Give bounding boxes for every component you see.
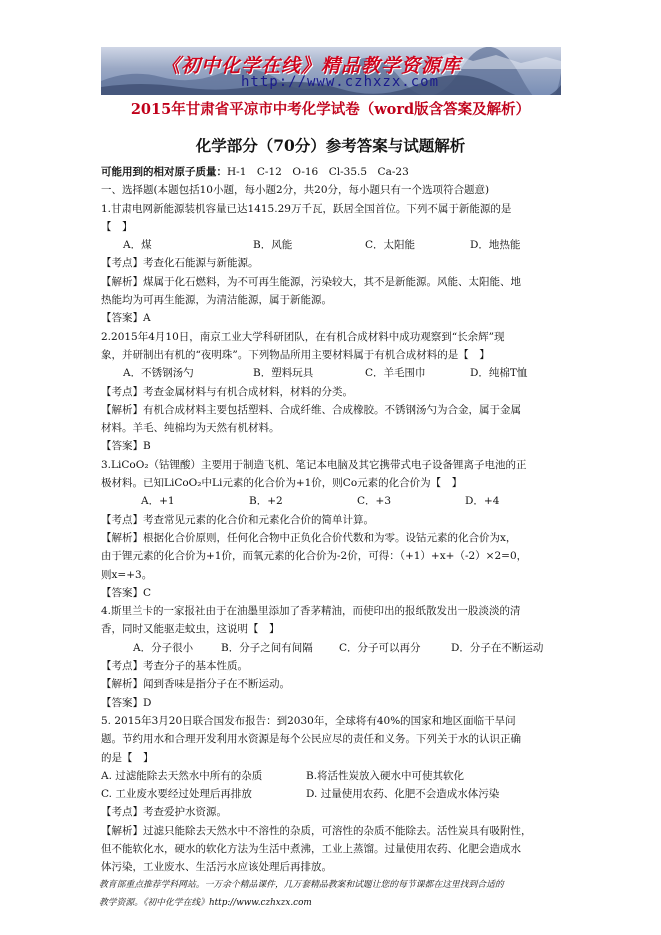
question-1-jiexi: 【解析】煤属于化石燃料，为不可再生能源，污染较大，其不是新能源。风能、太阳能、地 [101,275,521,288]
option-a: A. 过滤能除去天然水中所有的杂质 [101,769,263,782]
section-title: 化学部分（70分）参考答案与试题解析 [195,136,466,155]
question-3-stem-cont: 极材料。已知LiCoO₂中Li元素的化合价为+1价，则Co元素的化合价为【 】 [101,477,463,490]
banner-url[interactable]: http://www.czhxzx.com [241,74,440,90]
question-3-stem: 3.LiCoO₂（钴锂酸）主要用于制造飞机、笔记本电脑及其它携带式电子设备锂离子电池的正 [101,458,527,471]
question-5-options-ab [101,767,563,785]
question-4-options [101,639,563,657]
question-1-answer: 【答案】A [101,312,151,325]
question-3-options [101,492,563,510]
option-c: C．分子可以再分 [339,641,421,654]
option-c: C．太阳能 [365,239,416,252]
question-3-jiexi: 【解析】根据化合价原则，任何化合物中正负化合价代数和为零。设钴元素的化合价为x， [101,531,517,544]
option-d: D．纯棉T恤 [470,367,528,380]
document-body [101,163,563,877]
question-4-stem-cont: 香，同时又能驱走蚊虫，这说明【 】 [101,623,280,636]
option-d: D．分子在不断运动 [451,641,544,654]
option-b: B．分子之间有间隔 [221,641,313,654]
option-b: B．+2 [249,495,283,508]
question-2-jiexi-cont: 材料。羊毛、纯棉均为天然有机材料。 [101,422,280,435]
question-3-jiexi-cont2: 则x=+3。 [101,568,153,581]
question-1-kaodian: 【考点】考查化石能源与新能源。 [101,257,259,270]
question-3-answer: 【答案】C [101,586,152,599]
question-1-jiexi-cont: 热能均为可再生能源，为清洁能源，属于新能源。 [101,294,332,307]
option-b: B.将活性炭放入硬水中可使其软化 [306,769,465,782]
atomic-mass-values: H-1 C-12 O-16 Cl-35.5 Ca-23 [227,166,409,178]
option-d: D．地热能 [470,239,521,252]
option-d: D. 过量使用农药、化肥不会造成水体污染 [306,788,500,801]
question-2-stem: 2.2015年4月10日，南京工业大学科研团队，在有机合成材料中成功观察到“长余辉”现 [101,330,505,343]
option-a: A．分子很小 [133,641,194,654]
question-4-jiexi: 【解析】闻到香味是指分子在不断运动。 [101,678,290,691]
question-2-stem-cont: 象，并研制出有机的“夜明珠”。下列物品所用主要材料属于有机合成材料的是【 】 [101,348,490,361]
section-header: 一、选择题(本题包括10小题，每小题2分，共20分，每小题只有一个选项符合题意) [101,184,490,197]
question-5-stem-cont2: 的是【 】 [101,751,154,764]
question-5-options-cd [101,785,563,803]
question-5-jiexi-cont: 但不能软化水，硬水的软化方法为生活中煮沸，工业上蒸馏。过量使用农药、化肥会造成水 [101,842,521,855]
question-4-stem: 4.斯里兰卡的一家报社由于在油墨里添加了香茅精油，而使印出的报纸散发出一股淡淡的清 [101,605,521,618]
option-a: A．煤 [123,239,152,252]
question-5-jiexi-cont2: 体污染，工业废水、生活污水应该处理后再排放。 [101,861,332,874]
document-title: 2015年甘肃省平凉市中考化学试卷（word版含答案及解析） [130,101,531,118]
question-1-options [101,236,563,254]
option-d: D．+4 [465,495,500,508]
question-1-stem-cont: 【 】 [101,220,133,233]
question-5-stem: 5. 2015年3月20日联合国发布报告：到2030年，全球将有40%的国家和地区面临干旱问 [101,714,516,727]
question-5-stem-cont: 题。节约用水和合理开发利用水资源是每个公民应尽的责任和义务。下列关于水的认识正确 [101,733,521,746]
page-footer [99,876,569,912]
header-banner [101,47,561,95]
option-c: C．+3 [357,495,392,508]
option-c: C．羊毛围巾 [365,367,426,380]
option-c: C. 工业废水要经过处理后再排放 [101,788,252,801]
question-3-kaodian: 【考点】考查常见元素的化合价和元素化合价的简单计算。 [101,513,374,526]
question-1-stem: 1.甘肃电网新能源装机容量已达1415.29万千瓦，跃居全国首位。下列不属于新能源的是 [101,202,512,215]
option-b: B．塑料玩具 [253,367,314,380]
question-4-answer: 【答案】D [101,696,152,709]
question-4-kaodian: 【考点】考查分子的基本性质。 [101,660,248,673]
option-b: B．风能 [253,239,293,252]
question-2-answer: 【答案】B [101,440,151,453]
question-2-jiexi: 【解析】有机合成材料主要包括塑料、合成纤维、合成橡胶。不锈钢汤勺为合金，属于金属 [101,403,521,416]
footer-line-1: 教育部重点推荐学科网站。一万余个精品课件，几万套精品教案和试题让您的每节课都在这里找到合适的 [99,880,504,890]
footer-line-2: 教学资源。《初中化学在线》http://www.czhxzx.com [99,898,312,908]
banner-title: 《初中化学在线》精品教学资源库 [161,55,462,77]
question-2-kaodian: 【考点】考查金属材料与有机合成材料，材料的分类。 [101,385,353,398]
option-a: A．+1 [141,495,175,508]
question-2-options [101,364,563,382]
atomic-mass-line [101,163,563,181]
question-5-jiexi: 【解析】过滤只能除去天然水中不溶性的杂质，可溶性的杂质不能除去。活性炭具有吸附性， [101,824,532,837]
question-5-kaodian: 【考点】考查爱护水资源。 [101,806,227,819]
option-a: A．不锈钢汤勺 [123,367,194,380]
atomic-mass-label: 可能用到的相对原子质量： [101,166,227,178]
question-3-jiexi-cont: 由于锂元素的化合价为+1价，而氧元素的化合价为-2价，可得：（+1）+x+（-2）×2=0， [101,550,528,563]
